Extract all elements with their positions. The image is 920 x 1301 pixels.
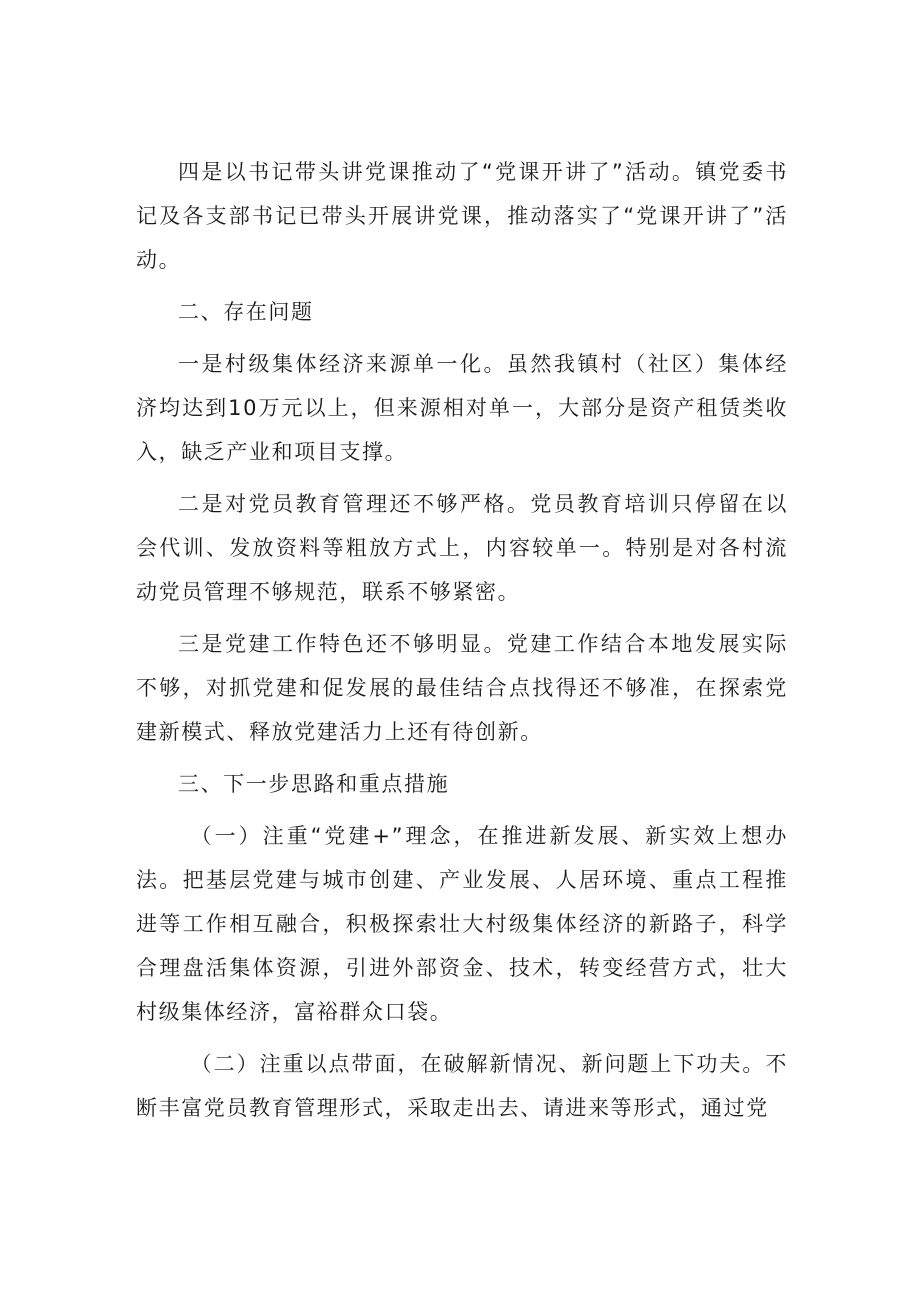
paragraph-measure-one: （一）注重“党建+”理念，在推进新发展、新实效上想办法。把基层党建与城市创建、产业发展、人居环境、重点工程推进等工作相互融合，积极探索壮大村级集体经济的新路子，科学合理盘活集体资源，引进外部资金、技术，转变经营方式，壮大村级集体经济，富裕群众口袋。 (136, 824, 788, 1024)
paragraph-problem-education: 二是对党员教育管理还不够严格。党员教育培训只停留在以会代训、发放资料等粗放方式上，内容较单一。特别是对各村流动党员管理不够规范，联系不够紧密。 (136, 492, 788, 604)
section-heading-problems: 二、存在问题 (178, 300, 314, 324)
document-body (136, 150, 788, 1130)
paragraph-problem-economy: 一是村级集体经济来源单一化。虽然我镇村（社区）集体经济均达到10万元以上，但来源相对单一，大部分是资产租赁类收入，缺乏产业和项目支撑。 (136, 352, 788, 464)
paragraph-problem-features: 三是党建工作特色还不够明显。党建工作结合本地发展实际不够，对抓党建和促发展的最佳结合点找得还不够准，在探索党建新模式、释放党建活力上还有待创新。 (136, 632, 788, 744)
paragraph-party-lecture: 四是以书记带头讲党课推动了“党课开讲了”活动。镇党委书记及各支部书记已带头开展讲党课，推动落实了“党课开讲了”活动。 (136, 160, 788, 272)
paragraph-measure-two: （二）注重以点带面，在破解新情况、新问题上下功夫。不断丰富党员教育管理形式，采取走出去、请进来等形式，通过党 (136, 1052, 788, 1120)
section-heading-next-steps: 三、下一步思路和重点措施 (178, 772, 450, 796)
